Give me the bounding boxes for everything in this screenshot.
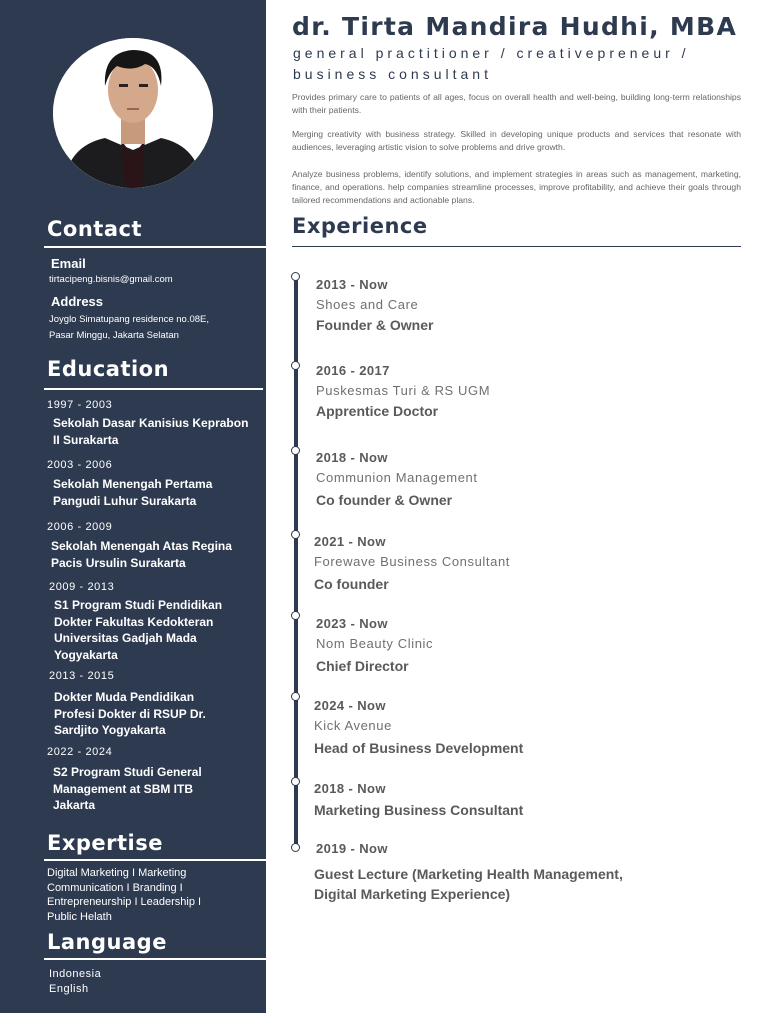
experience-company: Puskesmas Turi & RS UGM [316,383,491,398]
timeline-dot [291,446,300,455]
full-name: dr. Tirta Mandira Hudhi, MBA [292,12,738,41]
experience-heading: Experience [292,214,428,238]
experience-divider [292,246,741,247]
address-line-1: Joyglo Simatupang residence no.08E, [49,314,210,325]
education-school: Sekolah Menengah Atas Regina Pacis Ursulin Surakarta [51,539,232,570]
address-label: Address [51,294,104,309]
education-years: 2006 - 2009 [47,521,113,533]
email-label: Email [51,256,86,271]
experience-years: 2021 - Now [314,534,386,549]
experience-company: Nom Beauty Clinic [316,636,434,651]
experience-role: Founder & Owner [316,317,434,333]
contact-divider [44,246,266,248]
education-years: 2013 - 2015 [49,670,115,682]
summary-paragraph: Merging creativity with business strategy. Skilled in developing unique products and services that resonate with audiences, leveraging artistic vision to solve problems and drive growth. [292,129,741,152]
summary-paragraph: Analyze business problems, identify solutions, and implement strategies in areas such as management, marketing, finance, and operations. help companies streamline processes, improve profitability, and achieve their goals through tailored recommendations and actionable plans. [292,169,741,205]
expertise-heading: Expertise [47,831,164,855]
education-years: 2009 - 2013 [49,581,115,593]
experience-years: 2018 - Now [314,781,386,796]
experience-years: 2019 - Now [316,841,388,856]
experience-company: Forewave Business Consultant [314,554,511,569]
experience-role: Marketing Business Consultant [314,802,524,818]
timeline-dot [291,692,300,701]
experience-role: Head of Business Development [314,740,524,756]
timeline-dot [291,777,300,786]
language-item: English [49,983,89,995]
language-item: Indonesia [49,968,102,980]
profile-photo-image [53,38,213,188]
experience-years: 2024 - Now [314,698,386,713]
timeline-dot [291,843,300,852]
sidebar [0,0,266,1013]
experience-company: Communion Management [316,470,478,485]
education-school: Sekolah Dasar Kanisius Keprabon II Surakarta [53,416,249,447]
education-years: 1997 - 2003 [47,399,113,411]
education-divider [44,388,263,390]
experience-years: 2016 - 2017 [316,363,390,378]
language-divider [44,958,266,960]
experience-years: 2013 - Now [316,277,388,292]
address-line-2: Pasar Minggu, Jakarta Selatan [49,330,179,341]
experience-role: Co founder [314,576,389,592]
experience-years: 2023 - Now [316,616,388,631]
education-heading: Education [47,357,170,381]
education-school: Dokter Muda Pendidikan Profesi Dokter di RSUP Dr. Sardjito Yogyakarta [54,690,206,737]
experience-company: Kick Avenue [314,718,392,733]
education-years: 2003 - 2006 [47,459,113,471]
experience-years: 2018 - Now [316,450,388,465]
timeline-dot [291,530,300,539]
timeline-dot [291,361,300,370]
education-school: Sekolah Menengah Pertama Pangudi Luhur Surakarta [53,477,213,508]
language-heading: Language [47,930,167,954]
experience-role: Apprentice Doctor [316,403,439,419]
contact-heading: Contact [47,217,142,241]
education-school: S2 Program Studi General Management at SBM ITB Jakarta [53,765,202,812]
experience-role: Guest Lecture (Marketing Health Management, Digital Marketing Experience) [314,866,623,902]
experience-role: Co founder & Owner [316,492,453,508]
timeline-dot [291,272,300,281]
education-years: 2022 - 2024 [47,746,113,758]
experience-company: Shoes and Care [316,297,419,312]
timeline-dot [291,611,300,620]
email-value[interactable]: tirtacipeng.bisnis@gmail.com [49,274,173,285]
expertise-text: Digital Marketing I Marketing Communication I Branding I Entrepreneurship I Leadership I Public Helath [47,867,202,923]
education-school: S1 Program Studi Pendidikan Dokter Fakultas Kedokteran Universitas Gadjah Mada Yogyakarta [54,598,223,662]
summary-paragraph: Provides primary care to patients of all ages, focus on overall health and well-being, building long-term relationships with their patients. [292,92,741,115]
expertise-divider [44,859,266,861]
profile-photo [53,38,213,188]
experience-role: Chief Director [316,658,409,674]
tagline: general practitioner / creativepreneur / business consultant [293,45,690,82]
